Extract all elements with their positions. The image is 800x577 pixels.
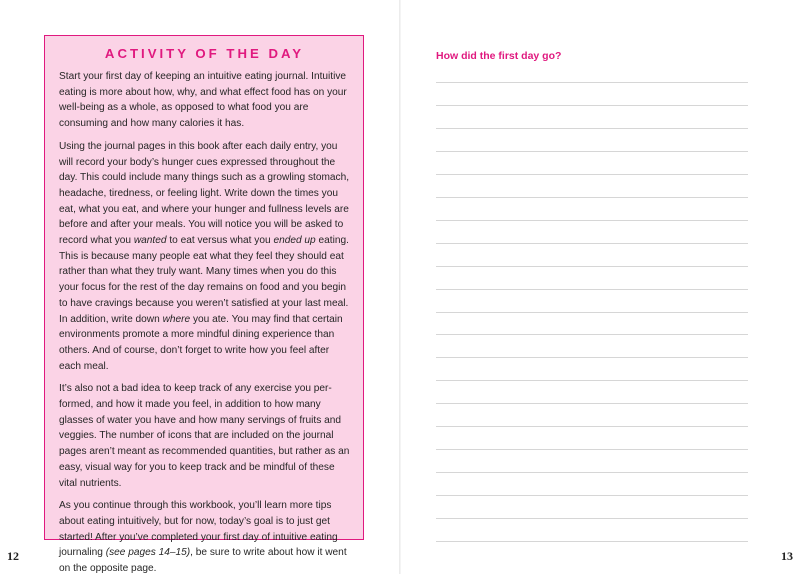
writing-line[interactable]: [436, 266, 748, 267]
text-run: , be sure to write about how it went on the opposite page.: [59, 547, 347, 575]
paragraph-journal-pages: [59, 139, 350, 375]
journal-prompt: How did the first day go?: [436, 50, 562, 62]
activity-title: ACTIVITY OF THE DAY: [104, 46, 305, 61]
text-run: Using the journal pages in this book after each daily entry, you will record your body’s hunger cues expressed throughout the day. This could include many things such as a growling stomach, headache, tiredness, or feeling light. Write down the times you eat, what you eat, and where your hunger and fullness levels are before and after your meals. You will notice you will be asked to record what you: [59, 140, 350, 247]
page-reference: (see pages 14–15): [105, 547, 191, 559]
writing-line[interactable]: [436, 518, 748, 519]
writing-line[interactable]: [436, 197, 748, 198]
page-gutter: [399, 0, 401, 574]
paragraph-intro: Start your first day of keeping an intuitive eating journal. Intuitive eating is more about how, why, and what effect food has on your well-being as a whole, as opposed to what food you are consuming and how many calories it has.: [59, 71, 347, 130]
paragraph-exercise: It’s also not a bad idea to keep track of any exercise you performed, and how it made you feel, in addition to how many glasses of water you have and how many servings of fruits and veggies. The number of icons that are included on the journal pages aren’t meant as recommended quantities, but rather as an easy, visual way for you to keep track and be mindful of these vital nutrients.: [59, 383, 350, 489]
text-run: to eat versus what you: [166, 235, 274, 247]
emphasis-wanted: wanted: [133, 235, 167, 247]
activity-box: [44, 35, 364, 575]
writing-line[interactable]: [436, 541, 748, 542]
page-number-right: 13: [781, 549, 793, 563]
emphasis-ended-up: ended up: [273, 235, 316, 247]
writing-line[interactable]: [436, 312, 748, 313]
writing-line[interactable]: [436, 472, 748, 473]
writing-line[interactable]: [436, 128, 748, 129]
text-run: you ate. You may find that certain environments promote a more mindful dining experience than others. And of course, don’t forget to write how you feel after each meal.: [59, 313, 343, 372]
writing-line[interactable]: [436, 289, 748, 290]
writing-line[interactable]: [436, 243, 748, 244]
writing-line[interactable]: [436, 105, 748, 106]
text-run: As you continue through this workbook, you’ll learn more tips about eating intuitively, but for now, today’s goal is to just get started! After you’ve completed your first day of intuitive eating journaling: [59, 500, 338, 559]
paragraph-closing: [59, 498, 350, 577]
writing-line[interactable]: [436, 495, 748, 496]
writing-line[interactable]: [436, 220, 748, 221]
writing-line[interactable]: [436, 426, 748, 427]
page-number-left: 12: [7, 549, 19, 563]
emphasis-where: where: [162, 313, 191, 325]
writing-line[interactable]: [436, 151, 748, 152]
writing-line[interactable]: [436, 380, 748, 381]
writing-line[interactable]: [436, 334, 748, 335]
writing-line[interactable]: [436, 82, 748, 83]
writing-line[interactable]: [436, 403, 748, 404]
text-run: eating. This is because many people eat what they feel they should eat rather than what they truly want. Many times when you do this your focus for the rest of the day remains on food and you begin to have cravings because you weren’t satisfied at your last meal. In addition, write down: [59, 235, 349, 325]
writing-line[interactable]: [436, 449, 748, 450]
writing-line[interactable]: [436, 174, 748, 175]
writing-line[interactable]: [436, 357, 748, 358]
